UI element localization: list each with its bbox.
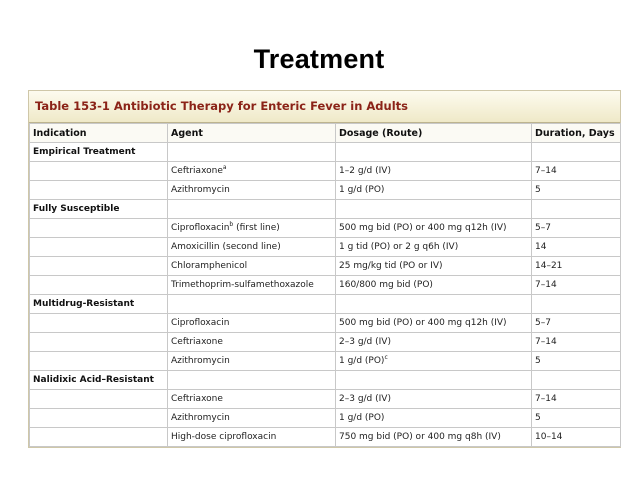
agent-cell [168,352,336,371]
indication-cell [30,428,168,447]
section-label: Empirical Treatment [30,143,168,162]
table-row [30,276,621,295]
agent-name: Azithromycin [171,185,230,195]
dosage-cell [336,333,532,352]
table-row [30,352,621,371]
empty-cell [532,143,621,162]
agent-name: Ceftriaxone [171,394,223,404]
indication-cell [30,314,168,333]
indication-cell [30,333,168,352]
indication-cell [30,181,168,200]
dosage-value: 1 g/d (PO) [339,356,385,366]
empty-cell [532,371,621,390]
empty-cell [336,295,532,314]
table-row [30,238,621,257]
agent-name: Azithromycin [171,413,230,423]
agent-name: Amoxicillin (second line) [171,242,281,252]
agent-footnote: b [229,221,234,228]
slide-title: Treatment [253,44,385,74]
agent-name: Ciprofloxacin [171,223,230,233]
agent-cell [168,257,336,276]
section-label: Multidrug-Resistant [30,295,168,314]
section-label: Fully Susceptible [30,200,168,219]
agent-name: Trimethoprim-sulfamethoxazole [171,280,314,290]
dosage-value: 160/800 mg bid (PO) [339,280,433,290]
duration-cell: 14–21 [532,257,621,276]
duration-cell: 7–14 [532,333,621,352]
agent-name: Chloramphenicol [171,261,248,271]
indication-cell [30,390,168,409]
table-row [30,219,621,238]
dosage-value: 750 mg bid (PO) or 400 mg q8h (IV) [339,432,501,442]
table-row [30,428,621,447]
duration-cell: 5–7 [532,219,621,238]
agent-name: Ceftriaxone [171,337,223,347]
dosage-value: 1 g/d (PO) [339,185,385,195]
agent-cell [168,162,336,181]
dosage-cell [336,428,532,447]
section-row [30,200,621,219]
agent-cell [168,276,336,295]
dosage-cell [336,162,532,181]
duration-cell: 7–14 [532,276,621,295]
section-label: Nalidixic Acid–Resistant [30,371,168,390]
indication-cell [30,409,168,428]
table-row [30,390,621,409]
indication-cell [30,219,168,238]
dosage-value: 1 g/d (PO) [339,413,385,423]
empty-cell [168,295,336,314]
dosage-value: 2–3 g/d (IV) [339,394,391,404]
dosage-value: 1 g tid (PO) or 2 g q6h (IV) [339,242,459,252]
indication-cell [30,238,168,257]
duration-cell: 7–14 [532,390,621,409]
header-indication: Indication [30,124,168,143]
duration-cell: 7–14 [532,162,621,181]
empty-cell [336,200,532,219]
agent-cell [168,314,336,333]
indication-cell [30,352,168,371]
dosage-cell [336,352,532,371]
dosage-cell [336,390,532,409]
table-row [30,314,621,333]
table-caption: Table 153-1 Antibiotic Therapy for Enteric Fever in Adults [29,91,620,123]
table-body [30,143,621,447]
dosage-cell [336,314,532,333]
table-row [30,257,621,276]
therapy-table [29,123,621,447]
empty-cell [532,295,621,314]
dosage-cell [336,257,532,276]
antibiotic-table [28,90,621,448]
table-row [30,333,621,352]
dosage-value: 2–3 g/d (IV) [339,337,391,347]
indication-cell [30,276,168,295]
agent-cell [168,333,336,352]
agent-cell [168,428,336,447]
dosage-value: 500 mg bid (PO) or 400 mg q12h (IV) [339,223,507,233]
section-row [30,295,621,314]
section-row [30,371,621,390]
duration-cell: 5 [532,352,621,371]
agent-name: Ceftriaxone [171,166,223,176]
duration-cell: 10–14 [532,428,621,447]
dosage-cell [336,276,532,295]
dosage-value: 1–2 g/d (IV) [339,166,391,176]
duration-cell: 5 [532,181,621,200]
dosage-value: 25 mg/kg tid (PO or IV) [339,261,443,271]
duration-cell: 5–7 [532,314,621,333]
indication-cell [30,257,168,276]
table-row [30,181,621,200]
agent-name: Azithromycin [171,356,230,366]
duration-cell: 5 [532,409,621,428]
header-row [30,124,621,143]
duration-cell: 14 [532,238,621,257]
indication-cell [30,162,168,181]
section-row [30,143,621,162]
agent-footnote: a [222,164,227,171]
dosage-cell [336,181,532,200]
header-agent: Agent [168,124,336,143]
empty-cell [532,200,621,219]
dosage-footnote: c [384,354,388,361]
header-dosage: Dosage (Route) [336,124,532,143]
empty-cell [336,143,532,162]
empty-cell [168,143,336,162]
empty-cell [168,200,336,219]
dosage-value: 500 mg bid (PO) or 400 mg q12h (IV) [339,318,507,328]
dosage-cell [336,238,532,257]
header-duration: Duration, Days [532,124,621,143]
table-row [30,409,621,428]
agent-cell [168,219,336,238]
agent-name: Ciprofloxacin [171,318,230,328]
agent-note: (first line) [233,223,280,233]
table-row [30,162,621,181]
dosage-cell [336,219,532,238]
empty-cell [168,371,336,390]
agent-cell [168,181,336,200]
dosage-cell [336,409,532,428]
agent-cell [168,390,336,409]
agent-cell [168,238,336,257]
agent-name: High-dose ciprofloxacin [171,432,277,442]
empty-cell [336,371,532,390]
agent-cell [168,409,336,428]
